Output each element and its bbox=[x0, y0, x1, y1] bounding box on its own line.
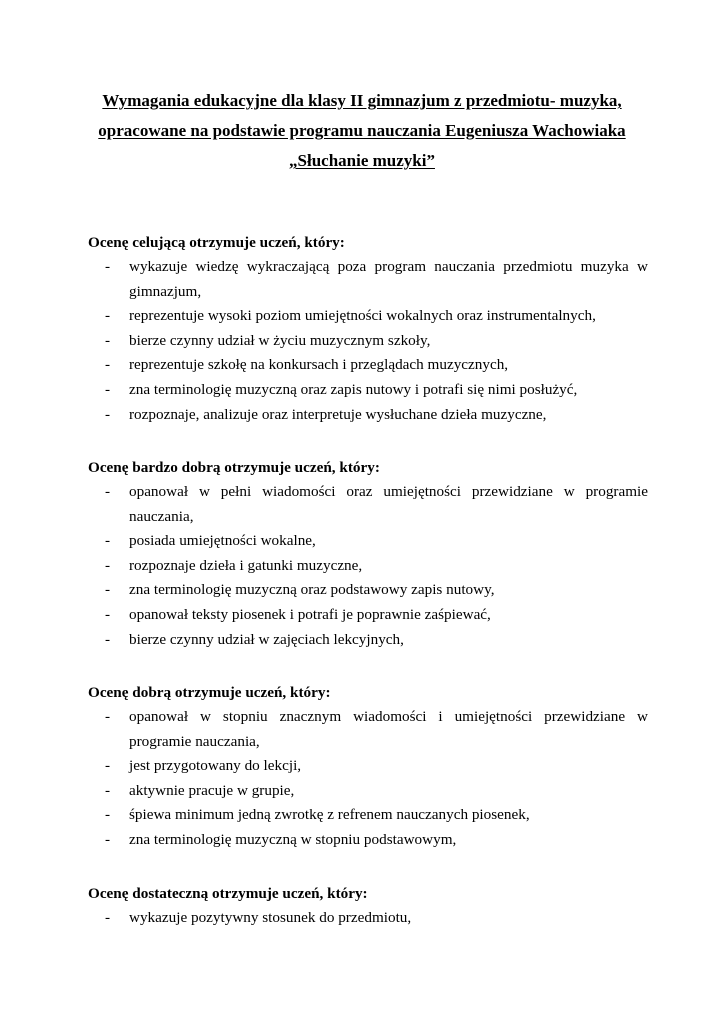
item-text: reprezentuje szkołę na konkursach i przeglądach muzycznych, bbox=[129, 356, 509, 374]
section-heading: Ocenę celującą otrzymuje uczeń, który: bbox=[88, 234, 345, 251]
item-text: bierze czynny udział w zajęciach lekcyjnych, bbox=[129, 630, 404, 648]
list-item bbox=[88, 529, 648, 554]
bullet-dash: - bbox=[105, 708, 111, 725]
list-item bbox=[88, 705, 648, 754]
item-text: zna terminologię muzyczną oraz podstawowy zapis nutowy, bbox=[129, 581, 495, 599]
bullet-dash: - bbox=[105, 909, 111, 926]
item-text: śpiewa minimum jedną zwrotkę z refrenem nauczanych piosenek, bbox=[129, 806, 530, 824]
list-item bbox=[88, 255, 648, 304]
list-item bbox=[88, 603, 648, 628]
bullet-dash: - bbox=[105, 380, 111, 398]
title-line: Wymagania edukacyjne dla klasy II gimnazjum z przedmiotu- muzyka, bbox=[102, 91, 622, 110]
requirements-list bbox=[88, 255, 648, 427]
item-text: rozpoznaje dzieła i gatunki muzyczne, bbox=[129, 556, 363, 574]
list-item bbox=[88, 329, 648, 354]
item-text: wykazuje pozytywny stosunek do przedmiotu, bbox=[129, 909, 412, 926]
list-item bbox=[88, 754, 648, 779]
list-item bbox=[88, 803, 648, 828]
list-item bbox=[88, 403, 648, 428]
bullet-dash: - bbox=[105, 806, 111, 824]
requirements-list bbox=[88, 480, 648, 652]
item-text: rozpoznaje, analizuje oraz interpretuje wysłuchane dzieła muzyczne, bbox=[129, 405, 547, 423]
bullet-dash: - bbox=[105, 356, 111, 374]
list-item bbox=[88, 378, 648, 403]
bullet-dash: - bbox=[105, 483, 111, 500]
section-grade-good bbox=[88, 681, 648, 853]
bullet-dash: - bbox=[105, 781, 111, 799]
section-grade-very-good bbox=[88, 456, 648, 652]
bullet-dash: - bbox=[105, 258, 111, 275]
item-text: reprezentuje wysoki poziom umiejętności wokalnych oraz instrumentalnych, bbox=[129, 307, 596, 325]
item-text: wykazuje wiedzę wykraczającą poza program nauczania przedmiotu muzyka w gimnazjum, bbox=[129, 258, 648, 300]
bullet-dash: - bbox=[105, 307, 111, 325]
section-grade-sufficient bbox=[88, 882, 648, 931]
title-line: „Słuchanie muzyki” bbox=[289, 151, 435, 170]
bullet-dash: - bbox=[105, 605, 111, 623]
list-item bbox=[88, 304, 648, 329]
item-text: posiada umiejętności wokalne, bbox=[129, 532, 316, 550]
bullet-dash: - bbox=[105, 830, 111, 848]
item-text: jest przygotowany do lekcji, bbox=[129, 757, 302, 775]
requirements-list bbox=[88, 906, 648, 931]
section-heading: Ocenę dobrą otrzymuje uczeń, który: bbox=[88, 684, 331, 701]
item-text: opanował w stopniu znacznym wiadomości i umiejętności przewidziane w programie nauczania, bbox=[129, 708, 648, 750]
section-heading: Ocenę dostateczną otrzymuje uczeń, który: bbox=[88, 885, 368, 902]
title-line: opracowane na podstawie programu nauczania Eugeniusza Wachowiaka bbox=[98, 121, 626, 140]
list-item bbox=[88, 628, 648, 653]
list-item bbox=[88, 578, 648, 603]
item-text: opanował w pełni wiadomości oraz umiejętności przewidziane w programie nauczania, bbox=[129, 483, 648, 525]
bullet-dash: - bbox=[105, 757, 111, 775]
list-item bbox=[88, 554, 648, 579]
section-grade-excellent bbox=[88, 231, 648, 427]
bullet-dash: - bbox=[105, 331, 111, 349]
list-item bbox=[88, 480, 648, 529]
item-text: bierze czynny udział w życiu muzycznym szkoły, bbox=[129, 331, 431, 349]
requirements-list bbox=[88, 705, 648, 853]
list-item bbox=[88, 353, 648, 378]
list-item bbox=[88, 906, 648, 931]
item-text: zna terminologię muzyczną oraz zapis nutowy i potrafi się nimi posłużyć, bbox=[129, 380, 578, 398]
item-text: zna terminologię muzyczną w stopniu podstawowym, bbox=[129, 830, 457, 848]
item-text: aktywnie pracuje w grupie, bbox=[129, 781, 295, 799]
document-title bbox=[80, 86, 644, 176]
bullet-dash: - bbox=[105, 532, 111, 550]
bullet-dash: - bbox=[105, 556, 111, 574]
item-text: opanował teksty piosenek i potrafi je poprawnie zaśpiewać, bbox=[129, 605, 491, 623]
list-item bbox=[88, 828, 648, 853]
bullet-dash: - bbox=[105, 581, 111, 599]
bullet-dash: - bbox=[105, 630, 111, 648]
bullet-dash: - bbox=[105, 405, 111, 423]
list-item bbox=[88, 779, 648, 804]
section-heading: Ocenę bardzo dobrą otrzymuje uczeń, który: bbox=[88, 459, 380, 476]
